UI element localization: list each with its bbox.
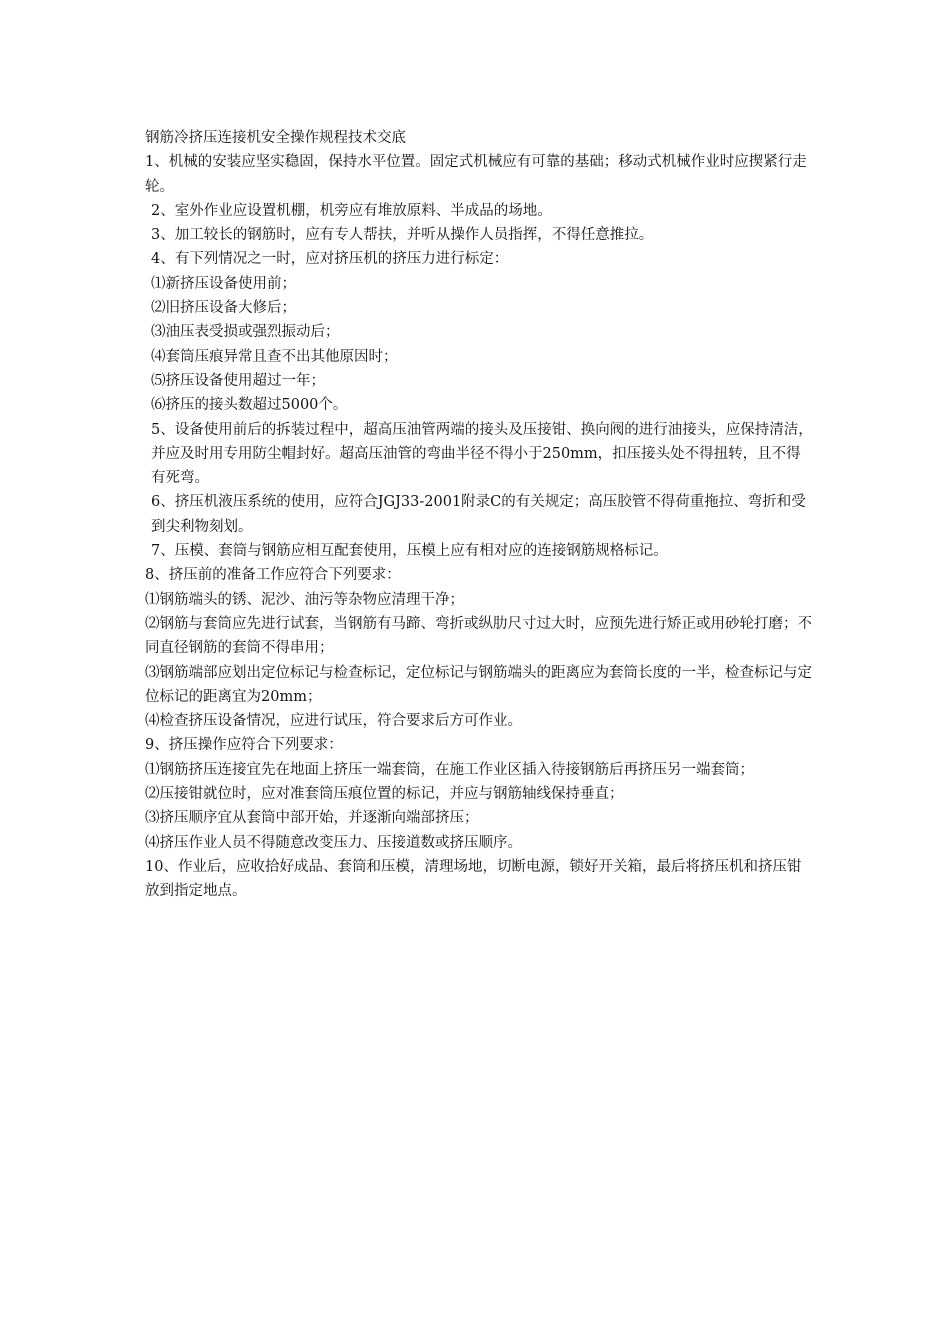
paragraph: 7、压模、套筒与钢筋应相互配套使用，压模上应有相对应的连接钢筋规格标记。 [151, 543, 668, 560]
list-item: ⑴钢筋挤压连接宜先在地面上挤压一端套筒，在施工作业区插入待接钢筋后再挤压另一端套筒； [145, 761, 754, 778]
paragraph: 5、设备使用前后的拆装过程中，超高压油管两端的接头及压接钳、换向阀的进行油接头，应保持清洁，并应及时用专用防尘帽封好。超高压油管的弯曲半径不得小于250mm，扣压接头处不得扭转，且不得有死弯。 [151, 421, 813, 487]
list-item: ⑵压接钳就位时，应对准套筒压痕位置的标记，并应与钢筋轴线保持垂直； [145, 786, 624, 803]
list-item: ⑷套筒压痕异常且查不出其他原因时； [151, 348, 398, 365]
paragraph: 6、挤压机液压系统的使用，应符合JGJ33-2001附录C的有关规定；高压胶管不得荷重拖拉、弯折和受到尖利物刻划。 [151, 494, 806, 535]
paragraph: 3、加工较长的钢筋时，应有专人帮扶，并听从操作人员指挥，不得任意推拉。 [151, 227, 654, 244]
list-item: ⑶油压表受损或强烈振动后； [151, 324, 340, 341]
document-title: 钢筋冷挤压连接机安全操作规程技术交底 [145, 130, 406, 146]
document-body [145, 126, 815, 904]
paragraph: 9、挤压操作应符合下列要求： [145, 737, 343, 754]
paragraph: 2、室外作业应设置机棚，机旁应有堆放原料、半成品的场地。 [151, 202, 552, 219]
list-item: ⑴新挤压设备使用前； [151, 275, 296, 292]
paragraph: 1、机械的安装应坚实稳固，保持水平位置。固定式机械应有可靠的基础；移动式机械作业时应揳紧行走轮。 [145, 154, 807, 195]
list-item: ⑶钢筋端部应划出定位标记与检查标记，定位标记与钢筋端头的距离应为套筒长度的一半，检查标记与定位标记的距离宜为20mm； [145, 664, 812, 705]
paragraph: 8、挤压前的准备工作应符合下列要求： [145, 567, 401, 584]
list-item: ⑵旧挤压设备大修后； [151, 300, 296, 317]
list-item: ⑵钢筋与套筒应先进行试套，当钢筋有马蹄、弯折或纵肋尺寸过大时，应预先进行矫正或用砂轮打磨；不同直径钢筋的套筒不得串用； [145, 615, 812, 657]
list-item: ⑹挤压的接头数超过5000个。 [151, 397, 348, 414]
list-item: ⑷挤压作业人员不得随意改变压力、压接道数或挤压顺序。 [145, 834, 522, 851]
list-item: ⑸挤压设备使用超过一年； [151, 372, 325, 389]
paragraph: 4、有下列情况之一时，应对挤压机的挤压力进行标定： [151, 251, 509, 268]
list-item: ⑶挤压顺序宜从套筒中部开始，并逐渐向端部挤压； [145, 810, 479, 827]
list-item: ⑴钢筋端头的锈、泥沙、油污等杂物应清理干净； [145, 591, 464, 608]
paragraph: 10、作业后，应收拾好成品、套筒和压模，清理场地，切断电源，锁好开关箱，最后将挤压机和挤压钳放到指定地点。 [145, 858, 802, 900]
list-item: ⑷检查挤压设备情况，应进行试压，符合要求后方可作业。 [145, 713, 522, 730]
